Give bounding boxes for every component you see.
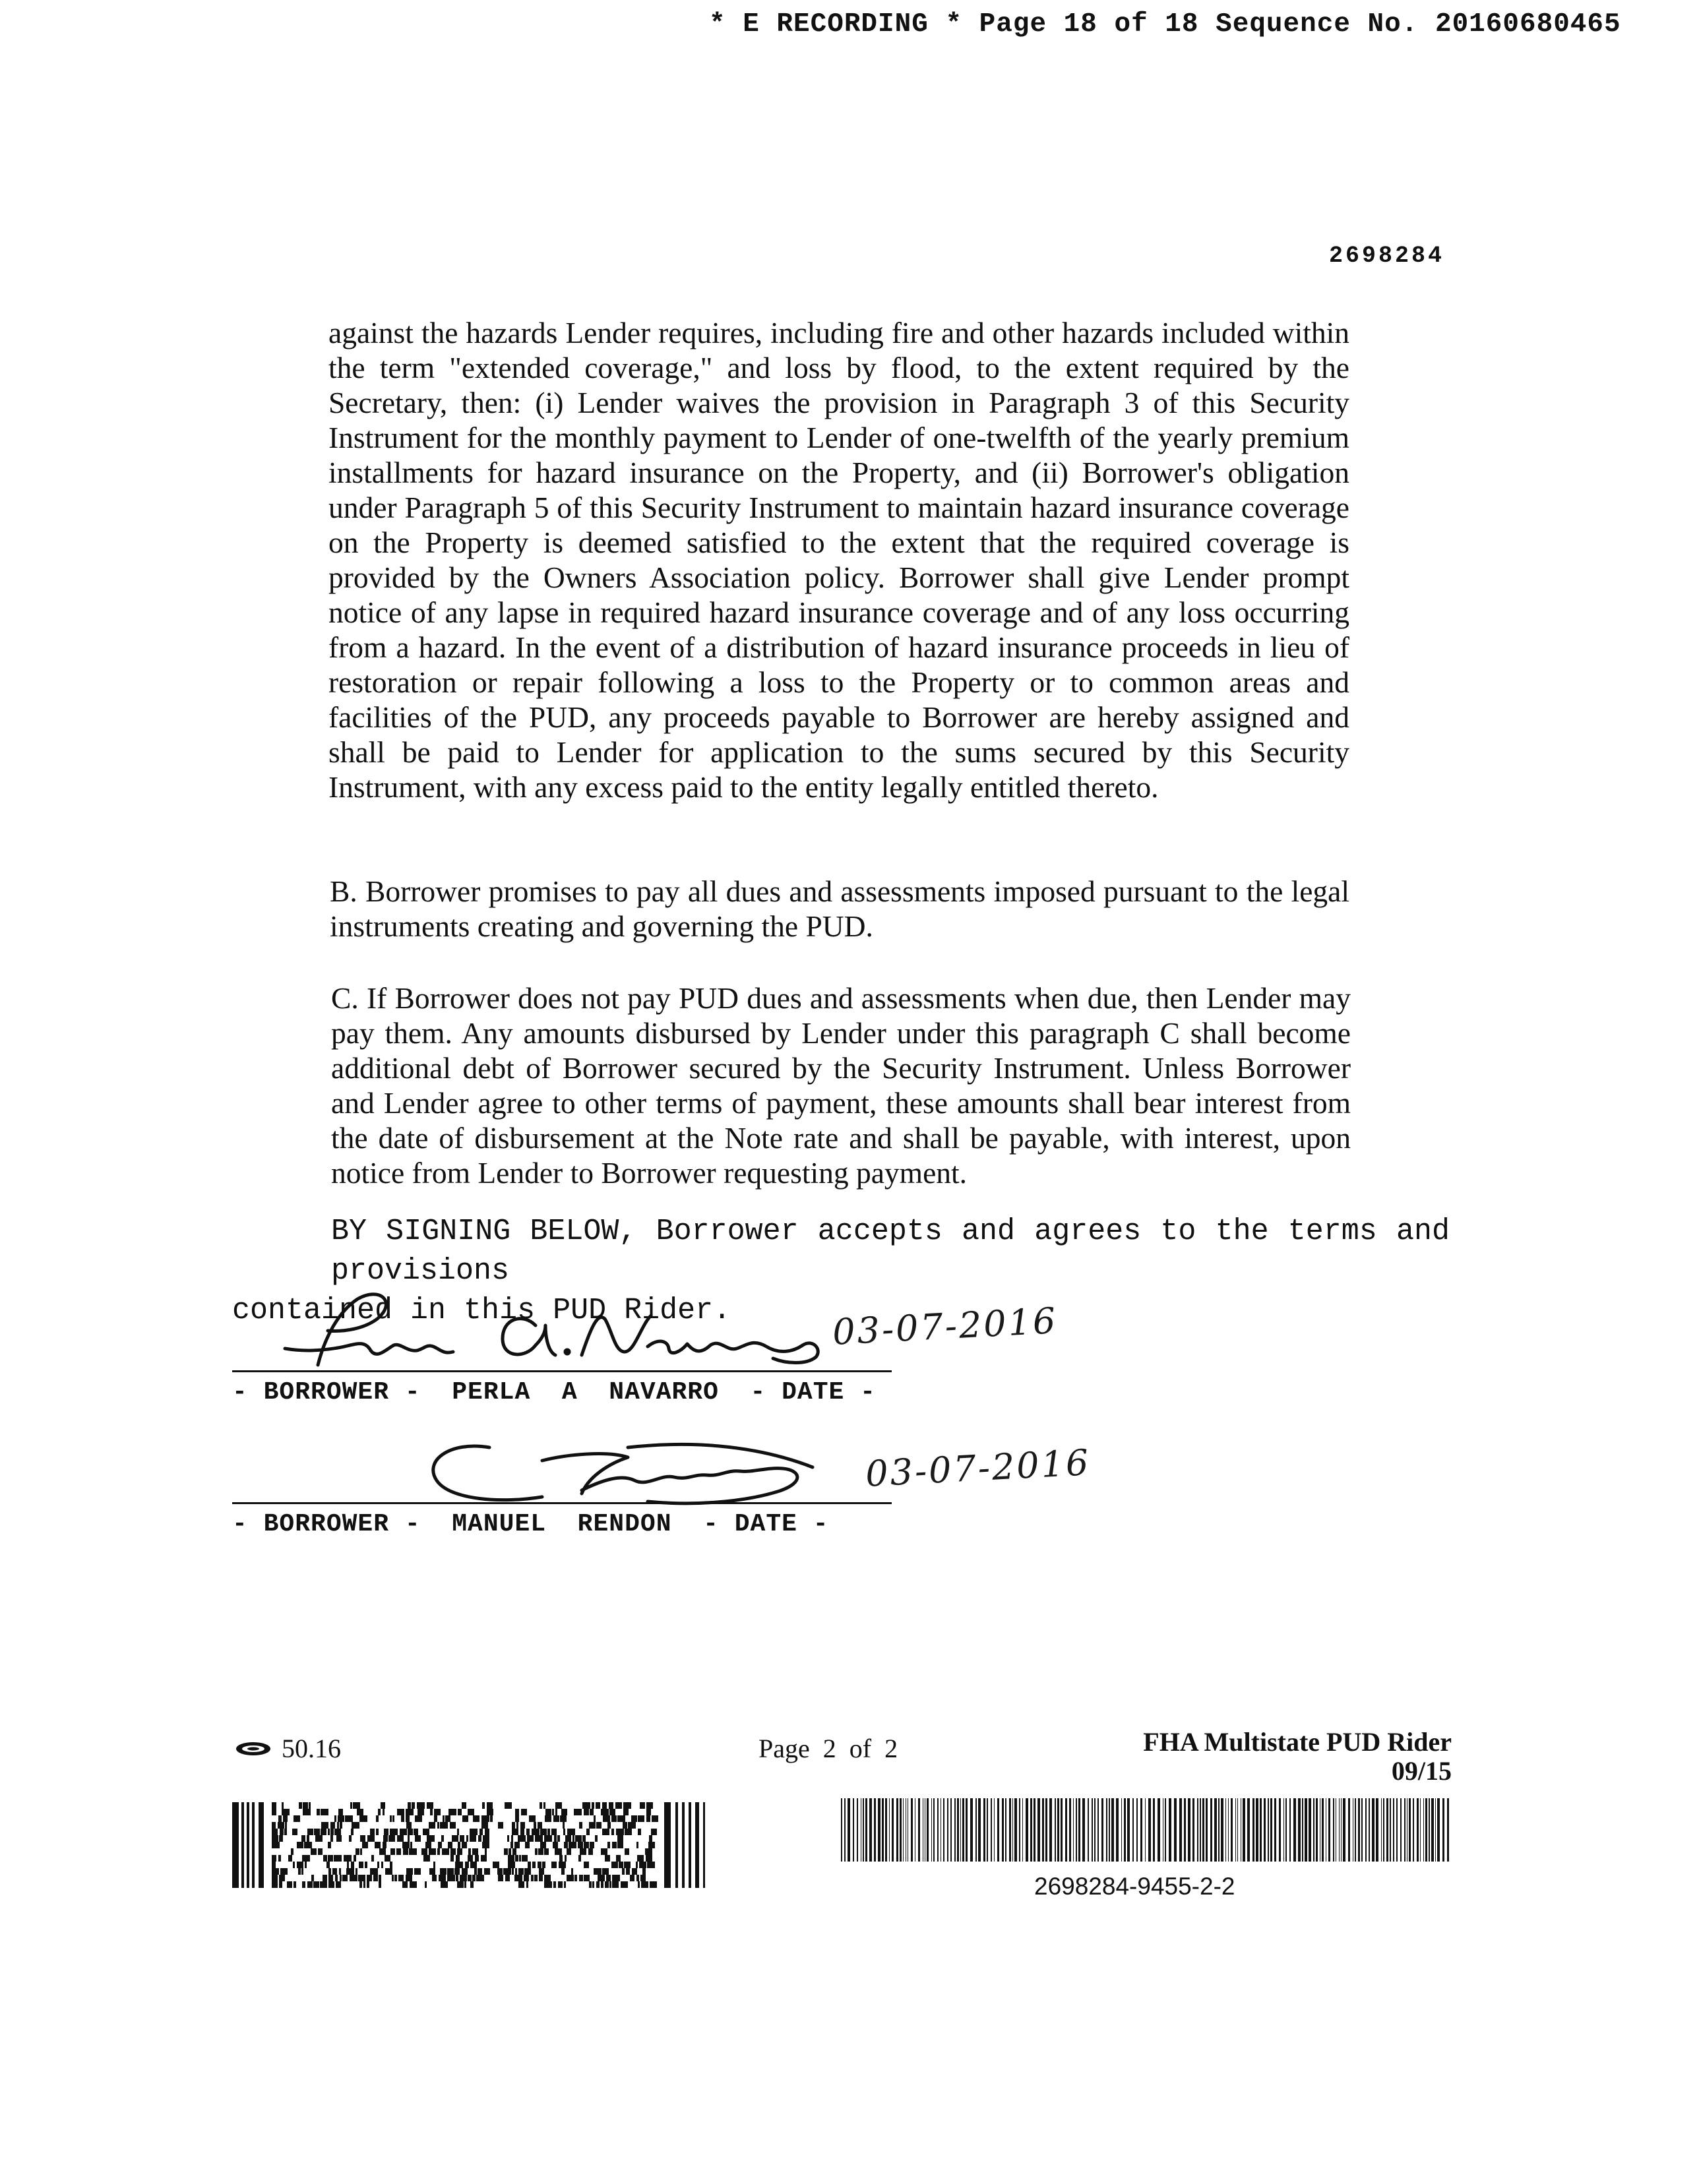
signing-statement-line-1: BY SIGNING BELOW, Borrower accepts and agrees to the terms and provisions [331,1215,1450,1288]
signature-block-borrower-1 [232,1286,1059,1418]
signature-caption-2: - BORROWER - MANUEL RENDON - DATE - [232,1510,829,1538]
paragraph-b: B. Borrower promises to pay all dues and assessments imposed pursuant to the legal instruments creating and governing the PUD. [330,874,1349,943]
signature-block-borrower-2 [232,1428,1092,1560]
linear-barcode [841,1798,1454,1862]
signature-line-1 [232,1370,892,1372]
paragraph-c: C. If Borrower does not pay PUD dues and assessments when due, then Lender may pay them. Any amounts disbursed by Lender under this paragraph C shall become additional debt of Borrower secured by the Security Instrument. Unless Borrower and Lender agree to other terms of payment, these amounts shall bear interest from the date of disbursement at the Note rate and shall be payable, with interest, upon notice from Lender to Borrower requesting payment. [331,981,1351,1190]
barcode-id: 2698284-9455-2-2 [1034,1873,1235,1900]
recording-header: * E RECORDING * Page 18 of 18 Sequence No. 20160680465 [709,9,1621,40]
ellipse-logo-icon [234,1740,272,1757]
paragraph-a: against the hazards Lender requires, including fire and other hazards included within the term "extended coverage," and loss by flood, to the extent required by the Secretary, then: (i) Lender waives the provision in Paragraph 3 of this Security Instrument for the monthly payment to Lender of one-twelfth of the yearly premium installments for hazard insurance on the Property, and (ii) Borrower's obligation under Paragraph 5 of this Security Instrument to maintain hazard insurance coverage on the Property is deemed satisfied to the extent that the required coverage is provided by the Owners Association policy. Borrower shall give Lender prompt notice of any lapse in required hazard insurance coverage and of any loss occurring from a hazard. In the event of a distribution of hazard insurance proceeds in lieu of restoration or repair following a loss to the Property or to common areas and facilities of the PUD, any proceeds payable to Borrower are hereby assigned and shall be paid to Lender for application to the sums secured by this Security Instrument, with any excess paid to the entity legally entitled thereto. [328,316,1349,804]
signing-statement-line-2: contained in this PUD Rider. [232,1294,731,1327]
form-code-number: 50.16 [282,1734,341,1763]
form-title-name: FHA Multistate PUD Rider [1143,1727,1452,1757]
handwritten-signature-2 [410,1428,885,1513]
handwritten-signature-1 [265,1286,859,1372]
handwritten-date-1: 03-07-2016 [831,1300,1059,1353]
handwritten-date-2: 03-07-2016 [864,1441,1092,1495]
signature-caption-1: - BORROWER - PERLA A NAVARRO - DATE - [232,1378,876,1407]
pdf417-barcode [232,1802,720,1888]
form-code [234,1733,341,1764]
page-count: Page 2 of 2 [758,1734,898,1763]
form-title [1143,1728,1452,1786]
form-title-date: 09/15 [1391,1756,1452,1786]
signature-line-2 [232,1502,892,1504]
document-number: 2698284 [1329,243,1445,269]
